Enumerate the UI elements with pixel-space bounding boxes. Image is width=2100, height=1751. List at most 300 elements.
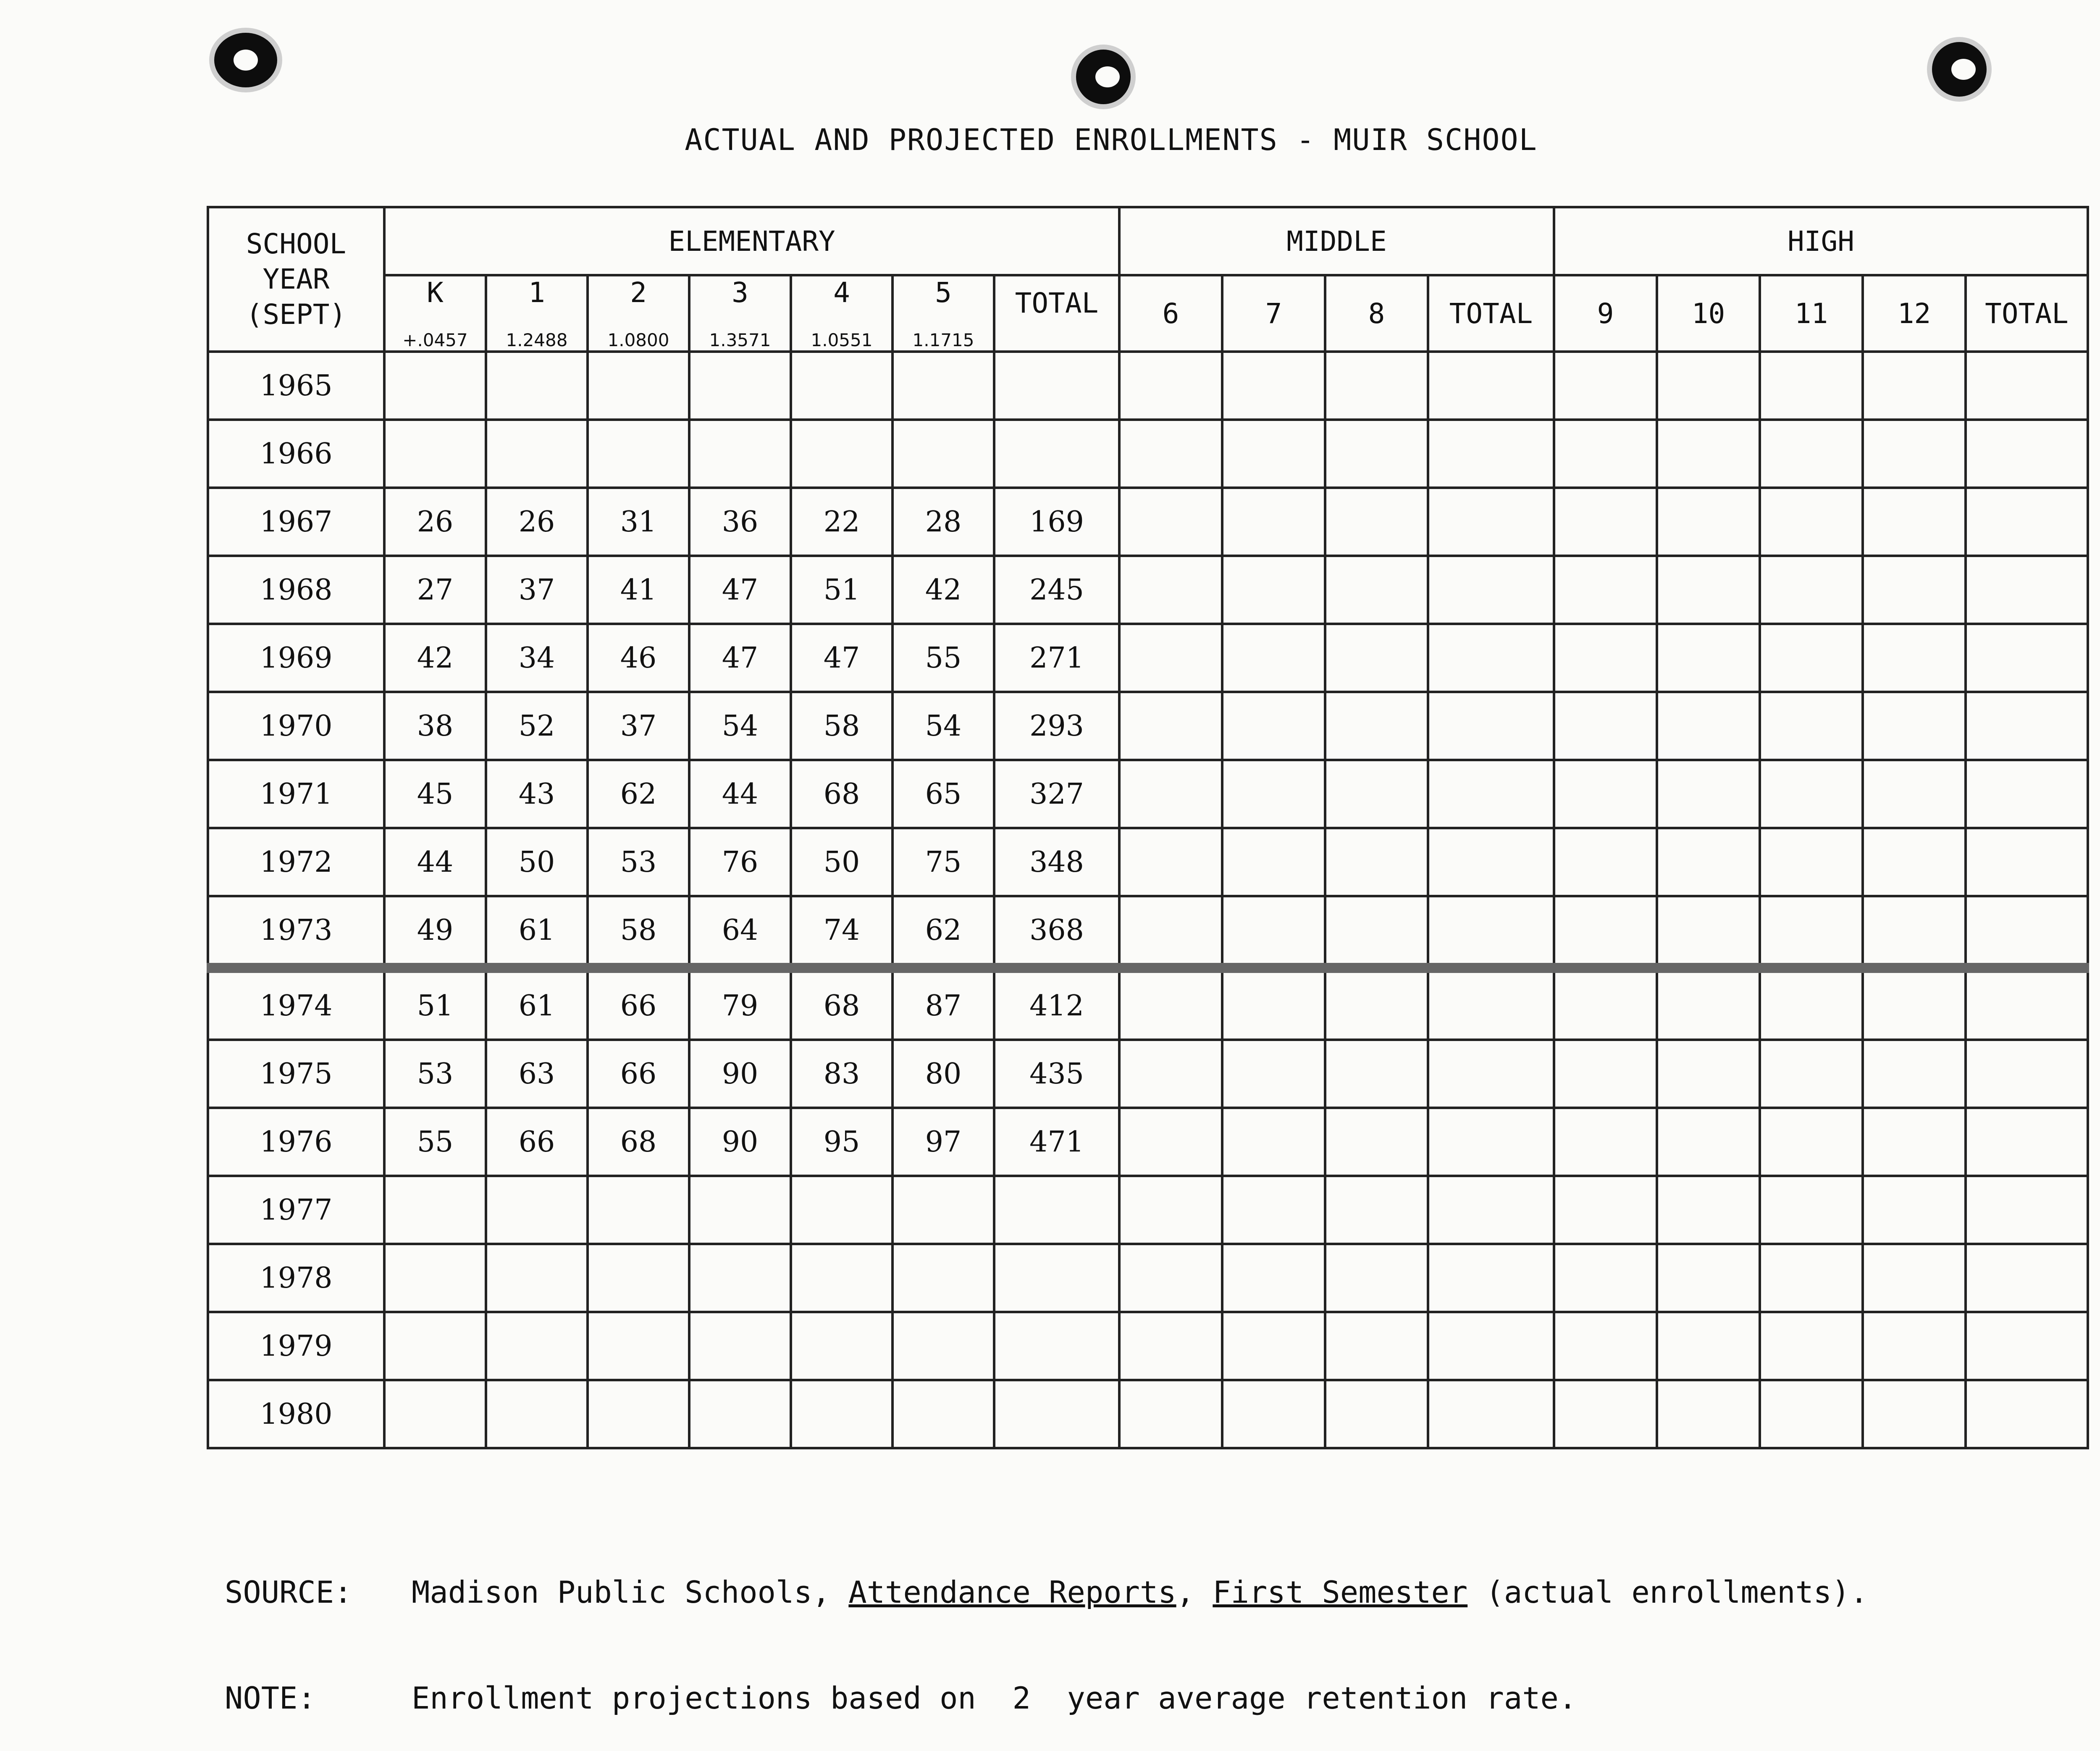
enrollment-cell: 68 bbox=[588, 1108, 689, 1176]
enrollment-cell: 75 bbox=[892, 828, 994, 896]
enrollment-cell: 65 bbox=[892, 760, 994, 828]
enrollment-cell bbox=[588, 420, 689, 488]
enrollment-cell bbox=[689, 1244, 791, 1312]
enrollment-cell bbox=[892, 352, 994, 420]
school-year-cell: 1974 bbox=[208, 968, 384, 1040]
table-row bbox=[208, 828, 2088, 896]
empty-cell bbox=[1863, 692, 1966, 760]
enrollment-cell bbox=[384, 1312, 486, 1380]
table-row bbox=[208, 1244, 2088, 1312]
empty-cell bbox=[1222, 692, 1325, 760]
empty-cell bbox=[1222, 624, 1325, 692]
empty-cell bbox=[1325, 692, 1428, 760]
empty-cell bbox=[1760, 488, 1863, 556]
table-header bbox=[208, 207, 2088, 352]
empty-cell bbox=[1428, 968, 1554, 1040]
school-year-cell: 1970 bbox=[208, 692, 384, 760]
elementary-grade-header: 1 1.2488 bbox=[486, 275, 588, 352]
enrollment-cell: 76 bbox=[689, 828, 791, 896]
empty-cell bbox=[1428, 1380, 1554, 1448]
empty-cell bbox=[1119, 692, 1222, 760]
note-line bbox=[225, 1680, 1868, 1716]
empty-cell bbox=[1222, 1176, 1325, 1244]
school-year-header: SCHOOL YEAR (SEPT) bbox=[208, 207, 384, 352]
enrollment-cell: 51 bbox=[384, 968, 486, 1040]
enrollment-cell bbox=[384, 420, 486, 488]
empty-cell bbox=[1863, 1176, 1966, 1244]
enrollment-cell: 62 bbox=[588, 760, 689, 828]
enrollment-cell: 41 bbox=[588, 556, 689, 624]
empty-cell bbox=[1657, 1380, 1760, 1448]
empty-cell bbox=[1657, 692, 1760, 760]
high-grade-header: 11 bbox=[1760, 275, 1863, 352]
empty-cell bbox=[1657, 488, 1760, 556]
grade-header-row bbox=[208, 275, 2088, 352]
enrollment-cell: 90 bbox=[689, 1108, 791, 1176]
enrollment-cell: 271 bbox=[994, 624, 1119, 692]
empty-cell bbox=[1325, 352, 1428, 420]
empty-cell bbox=[1325, 1108, 1428, 1176]
empty-cell bbox=[1657, 1244, 1760, 1312]
source-line: SOURCE: Madison Public Schools, Attendance Reports, First Semester (actual enrollments). bbox=[225, 1575, 1868, 1610]
empty-cell bbox=[1760, 1176, 1863, 1244]
table-body bbox=[208, 352, 2088, 1448]
enrollment-cell: 47 bbox=[791, 624, 892, 692]
empty-cell bbox=[1554, 828, 1657, 896]
empty-cell bbox=[1966, 828, 2088, 896]
enrollment-cell bbox=[994, 1312, 1119, 1380]
empty-cell bbox=[1428, 420, 1554, 488]
elementary-grade-header: K +.0457 bbox=[384, 275, 486, 352]
enrollment-cell: 79 bbox=[689, 968, 791, 1040]
empty-cell bbox=[1657, 968, 1760, 1040]
enrollment-cell: 64 bbox=[689, 896, 791, 968]
empty-cell bbox=[1760, 760, 1863, 828]
enrollment-cell: 169 bbox=[994, 488, 1119, 556]
enrollment-cell bbox=[588, 1244, 689, 1312]
enrollment-cell: 471 bbox=[994, 1108, 1119, 1176]
empty-cell bbox=[1863, 828, 1966, 896]
enrollment-cell bbox=[791, 1380, 892, 1448]
enrollment-cell bbox=[791, 1176, 892, 1244]
enrollment-cell: 68 bbox=[791, 760, 892, 828]
high-grade-header: 12 bbox=[1863, 275, 1966, 352]
middle-header: MIDDLE bbox=[1119, 207, 1554, 275]
enrollment-cell bbox=[994, 1380, 1119, 1448]
empty-cell bbox=[1119, 1040, 1222, 1108]
source-first-semester: First Semester bbox=[1213, 1575, 1468, 1610]
table-row bbox=[208, 1176, 2088, 1244]
enrollment-cell: 53 bbox=[384, 1040, 486, 1108]
empty-cell bbox=[1760, 692, 1863, 760]
empty-cell bbox=[1966, 1380, 2088, 1448]
enrollment-cell: 50 bbox=[486, 828, 588, 896]
empty-cell bbox=[1554, 420, 1657, 488]
empty-cell bbox=[1760, 1108, 1863, 1176]
enrollment-cell bbox=[384, 1380, 486, 1448]
elementary-grade-header: 5 1.1715 bbox=[892, 275, 994, 352]
retention-rate: +.0457 bbox=[402, 330, 468, 350]
enrollment-cell: 47 bbox=[689, 556, 791, 624]
enrollment-cell: 368 bbox=[994, 896, 1119, 968]
school-year-cell: 1977 bbox=[208, 1176, 384, 1244]
empty-cell bbox=[1760, 828, 1863, 896]
enrollment-cell: 83 bbox=[791, 1040, 892, 1108]
empty-cell bbox=[1863, 896, 1966, 968]
middle-grade-header: TOTAL bbox=[1428, 275, 1554, 352]
empty-cell bbox=[1966, 896, 2088, 968]
table-row bbox=[208, 896, 2088, 968]
source-label: SOURCE: bbox=[225, 1575, 352, 1610]
school-year-cell: 1971 bbox=[208, 760, 384, 828]
source-text: Madison Public Schools, bbox=[412, 1575, 849, 1610]
empty-cell bbox=[1222, 352, 1325, 420]
empty-cell bbox=[1657, 556, 1760, 624]
empty-cell bbox=[1863, 1380, 1966, 1448]
empty-cell bbox=[1428, 760, 1554, 828]
table-row bbox=[208, 692, 2088, 760]
enrollment-cell: 37 bbox=[588, 692, 689, 760]
empty-cell bbox=[1657, 1312, 1760, 1380]
empty-cell bbox=[1222, 420, 1325, 488]
enrollment-cell: 38 bbox=[384, 692, 486, 760]
note-label: NOTE: bbox=[225, 1680, 316, 1716]
empty-cell bbox=[1554, 1244, 1657, 1312]
enrollment-cell: 26 bbox=[486, 488, 588, 556]
enrollment-cell: 50 bbox=[791, 828, 892, 896]
empty-cell bbox=[1760, 352, 1863, 420]
school-year-cell: 1967 bbox=[208, 488, 384, 556]
empty-cell bbox=[1657, 624, 1760, 692]
empty-cell bbox=[1554, 896, 1657, 968]
enrollment-cell: 37 bbox=[486, 556, 588, 624]
empty-cell bbox=[1966, 624, 2088, 692]
enrollment-cell: 66 bbox=[588, 1040, 689, 1108]
empty-cell bbox=[1428, 1244, 1554, 1312]
empty-cell bbox=[1428, 488, 1554, 556]
enrollment-cell bbox=[994, 1244, 1119, 1312]
empty-cell bbox=[1657, 420, 1760, 488]
empty-cell bbox=[1657, 352, 1760, 420]
empty-cell bbox=[1119, 1380, 1222, 1448]
empty-cell bbox=[1863, 624, 1966, 692]
enrollment-cell bbox=[994, 352, 1119, 420]
empty-cell bbox=[1325, 1244, 1428, 1312]
empty-cell bbox=[1760, 624, 1863, 692]
enrollment-cell: 97 bbox=[892, 1108, 994, 1176]
empty-cell bbox=[1554, 556, 1657, 624]
enrollment-cell: 245 bbox=[994, 556, 1119, 624]
empty-cell bbox=[1222, 488, 1325, 556]
table-row bbox=[208, 1312, 2088, 1380]
empty-cell bbox=[1119, 420, 1222, 488]
empty-cell bbox=[1966, 420, 2088, 488]
empty-cell bbox=[1222, 1108, 1325, 1176]
empty-cell bbox=[1657, 828, 1760, 896]
enrollment-cell: 66 bbox=[588, 968, 689, 1040]
empty-cell bbox=[1428, 1108, 1554, 1176]
empty-cell bbox=[1554, 1380, 1657, 1448]
enrollment-cell bbox=[791, 1312, 892, 1380]
elementary-header: ELEMENTARY bbox=[384, 207, 1119, 275]
empty-cell bbox=[1554, 352, 1657, 420]
empty-cell bbox=[1863, 760, 1966, 828]
enrollment-cell bbox=[486, 420, 588, 488]
enrollment-cell bbox=[689, 352, 791, 420]
school-year-cell: 1980 bbox=[208, 1380, 384, 1448]
empty-cell bbox=[1657, 1040, 1760, 1108]
table-row bbox=[208, 420, 2088, 488]
enrollment-cell: 31 bbox=[588, 488, 689, 556]
enrollment-cell: 55 bbox=[892, 624, 994, 692]
school-year-cell: 1976 bbox=[208, 1108, 384, 1176]
table-row bbox=[208, 1040, 2088, 1108]
empty-cell bbox=[1863, 1312, 1966, 1380]
empty-cell bbox=[1325, 828, 1428, 896]
empty-cell bbox=[1863, 352, 1966, 420]
enrollment-cell: 46 bbox=[588, 624, 689, 692]
enrollment-cell: 47 bbox=[689, 624, 791, 692]
retention-rate: 1.0551 bbox=[811, 330, 873, 350]
school-year-cell: 1972 bbox=[208, 828, 384, 896]
empty-cell bbox=[1657, 1108, 1760, 1176]
empty-cell bbox=[1222, 1244, 1325, 1312]
enrollment-cell: 54 bbox=[689, 692, 791, 760]
footer-notes bbox=[225, 1504, 1868, 1751]
page-title: ACTUAL AND PROJECTED ENROLLMENTS - MUIR SCHOOL bbox=[685, 123, 1538, 157]
table-row bbox=[208, 968, 2088, 1040]
empty-cell bbox=[1222, 1040, 1325, 1108]
empty-cell bbox=[1325, 1312, 1428, 1380]
punch-hole-center bbox=[1076, 50, 1131, 104]
empty-cell bbox=[1325, 896, 1428, 968]
empty-cell bbox=[1119, 760, 1222, 828]
empty-cell bbox=[1760, 1040, 1863, 1108]
retention-rate: 1.0800 bbox=[607, 330, 669, 350]
school-year-cell: 1973 bbox=[208, 896, 384, 968]
empty-cell bbox=[1119, 1312, 1222, 1380]
empty-cell bbox=[1222, 556, 1325, 624]
empty-cell bbox=[1863, 1040, 1966, 1108]
enrollment-cell: 87 bbox=[892, 968, 994, 1040]
table-row bbox=[208, 624, 2088, 692]
table-row bbox=[208, 556, 2088, 624]
empty-cell bbox=[1554, 1312, 1657, 1380]
empty-cell bbox=[1966, 968, 2088, 1040]
empty-cell bbox=[1119, 1176, 1222, 1244]
punch-hole-right bbox=[1932, 42, 1987, 97]
enrollment-cell bbox=[689, 420, 791, 488]
empty-cell bbox=[1863, 968, 1966, 1040]
high-grade-header: 9 bbox=[1554, 275, 1657, 352]
enrollment-cell: 66 bbox=[486, 1108, 588, 1176]
school-year-cell: 1979 bbox=[208, 1312, 384, 1380]
empty-cell bbox=[1428, 1312, 1554, 1380]
empty-cell bbox=[1760, 1244, 1863, 1312]
enrollment-cell: 28 bbox=[892, 488, 994, 556]
enrollment-cell: 63 bbox=[486, 1040, 588, 1108]
enrollment-cell bbox=[384, 352, 486, 420]
enrollment-cell: 74 bbox=[791, 896, 892, 968]
empty-cell bbox=[1119, 896, 1222, 968]
empty-cell bbox=[1966, 1108, 2088, 1176]
enrollment-cell bbox=[892, 1244, 994, 1312]
enrollment-cell bbox=[994, 1176, 1119, 1244]
empty-cell bbox=[1760, 420, 1863, 488]
empty-cell bbox=[1428, 556, 1554, 624]
enrollment-cell: 45 bbox=[384, 760, 486, 828]
retention-rate: 1.1715 bbox=[912, 330, 974, 350]
enrollment-cell bbox=[791, 352, 892, 420]
empty-cell bbox=[1863, 1108, 1966, 1176]
empty-cell bbox=[1966, 1312, 2088, 1380]
enrollment-cell bbox=[486, 1244, 588, 1312]
empty-cell bbox=[1325, 968, 1428, 1040]
enrollment-cell bbox=[689, 1312, 791, 1380]
empty-cell bbox=[1554, 1108, 1657, 1176]
empty-cell bbox=[1428, 896, 1554, 968]
table-row bbox=[208, 1108, 2088, 1176]
empty-cell bbox=[1554, 488, 1657, 556]
empty-cell bbox=[1554, 624, 1657, 692]
enrollment-cell: 27 bbox=[384, 556, 486, 624]
enrollment-cell: 54 bbox=[892, 692, 994, 760]
empty-cell bbox=[1760, 1312, 1863, 1380]
empty-cell bbox=[1760, 968, 1863, 1040]
empty-cell bbox=[1119, 1108, 1222, 1176]
enrollment-cell: 68 bbox=[791, 968, 892, 1040]
retention-rate: 1.2488 bbox=[506, 330, 568, 350]
empty-cell bbox=[1428, 624, 1554, 692]
empty-cell bbox=[1863, 1244, 1966, 1312]
enrollment-cell: 43 bbox=[486, 760, 588, 828]
empty-cell bbox=[1428, 828, 1554, 896]
empty-cell bbox=[1325, 760, 1428, 828]
empty-cell bbox=[1325, 1380, 1428, 1448]
enrollment-cell: 52 bbox=[486, 692, 588, 760]
empty-cell bbox=[1222, 896, 1325, 968]
elementary-grade-header: 2 1.0800 bbox=[588, 275, 689, 352]
table-row bbox=[208, 760, 2088, 828]
enrollment-cell bbox=[486, 1312, 588, 1380]
enrollment-cell: 348 bbox=[994, 828, 1119, 896]
empty-cell bbox=[1428, 352, 1554, 420]
source-attendance-reports: Attendance Reports bbox=[848, 1575, 1176, 1610]
empty-cell bbox=[1325, 624, 1428, 692]
enrollment-cell: 44 bbox=[689, 760, 791, 828]
middle-grade-header: 7 bbox=[1222, 275, 1325, 352]
enrollment-cell bbox=[588, 1176, 689, 1244]
empty-cell bbox=[1966, 352, 2088, 420]
elementary-grade-header: 3 1.3571 bbox=[689, 275, 791, 352]
table-row bbox=[208, 352, 2088, 420]
enrollment-cell bbox=[384, 1244, 486, 1312]
enrollment-cell: 61 bbox=[486, 968, 588, 1040]
enrollment-cell bbox=[892, 1312, 994, 1380]
empty-cell bbox=[1428, 1176, 1554, 1244]
enrollment-cell bbox=[486, 1176, 588, 1244]
empty-cell bbox=[1222, 1312, 1325, 1380]
enrollment-cell bbox=[384, 1176, 486, 1244]
empty-cell bbox=[1863, 556, 1966, 624]
enrollment-cell: 26 bbox=[384, 488, 486, 556]
empty-cell bbox=[1428, 1040, 1554, 1108]
empty-cell bbox=[1222, 828, 1325, 896]
enrollment-cell: 80 bbox=[892, 1040, 994, 1108]
enrollment-cell: 55 bbox=[384, 1108, 486, 1176]
empty-cell bbox=[1966, 1040, 2088, 1108]
empty-cell bbox=[1657, 1176, 1760, 1244]
punch-hole-left bbox=[214, 33, 277, 87]
empty-cell bbox=[1222, 1380, 1325, 1448]
enrollment-cell bbox=[892, 1380, 994, 1448]
enrollment-cell: 90 bbox=[689, 1040, 791, 1108]
middle-grade-header: 8 bbox=[1325, 275, 1428, 352]
enrollment-cell bbox=[689, 1176, 791, 1244]
table-row bbox=[208, 488, 2088, 556]
enrollment-cell: 95 bbox=[791, 1108, 892, 1176]
empty-cell bbox=[1554, 692, 1657, 760]
empty-cell bbox=[1428, 692, 1554, 760]
enrollment-cell bbox=[588, 1380, 689, 1448]
empty-cell bbox=[1119, 968, 1222, 1040]
empty-cell bbox=[1119, 488, 1222, 556]
empty-cell bbox=[1554, 760, 1657, 828]
empty-cell bbox=[1966, 1244, 2088, 1312]
enrollment-cell: 62 bbox=[892, 896, 994, 968]
empty-cell bbox=[1554, 968, 1657, 1040]
note-text: Enrollment projections based on 2 year average retention rate. bbox=[412, 1680, 1577, 1716]
enrollment-cell bbox=[588, 1312, 689, 1380]
retention-rate: 1.3571 bbox=[709, 330, 771, 350]
empty-cell bbox=[1657, 760, 1760, 828]
empty-cell bbox=[1966, 760, 2088, 828]
enrollment-cell: 36 bbox=[689, 488, 791, 556]
high-grade-header: 10 bbox=[1657, 275, 1760, 352]
high-header: HIGH bbox=[1554, 207, 2088, 275]
empty-cell bbox=[1554, 1176, 1657, 1244]
enrollment-cell: 412 bbox=[994, 968, 1119, 1040]
enrollment-cell: 34 bbox=[486, 624, 588, 692]
empty-cell bbox=[1760, 556, 1863, 624]
school-year-cell: 1978 bbox=[208, 1244, 384, 1312]
school-year-cell: 1975 bbox=[208, 1040, 384, 1108]
empty-cell bbox=[1325, 420, 1428, 488]
enrollment-cell: 51 bbox=[791, 556, 892, 624]
school-year-cell: 1966 bbox=[208, 420, 384, 488]
enrollment-cell: 293 bbox=[994, 692, 1119, 760]
enrollment-cell bbox=[588, 352, 689, 420]
enrollment-cell bbox=[791, 1244, 892, 1312]
elementary-grade-header: TOTAL bbox=[994, 275, 1119, 352]
enrollment-cell: 61 bbox=[486, 896, 588, 968]
empty-cell bbox=[1325, 488, 1428, 556]
enrollment-cell: 22 bbox=[791, 488, 892, 556]
enrollment-cell bbox=[791, 420, 892, 488]
school-year-cell: 1965 bbox=[208, 352, 384, 420]
empty-cell bbox=[1760, 896, 1863, 968]
enrollment-cell: 58 bbox=[791, 692, 892, 760]
elementary-grade-header: 4 1.0551 bbox=[791, 275, 892, 352]
enrollment-cell: 42 bbox=[384, 624, 486, 692]
empty-cell bbox=[1966, 1176, 2088, 1244]
empty-cell bbox=[1760, 1380, 1863, 1448]
empty-cell bbox=[1222, 760, 1325, 828]
empty-cell bbox=[1966, 692, 2088, 760]
empty-cell bbox=[1119, 624, 1222, 692]
enrollment-cell bbox=[994, 420, 1119, 488]
enrollment-cell bbox=[892, 1176, 994, 1244]
